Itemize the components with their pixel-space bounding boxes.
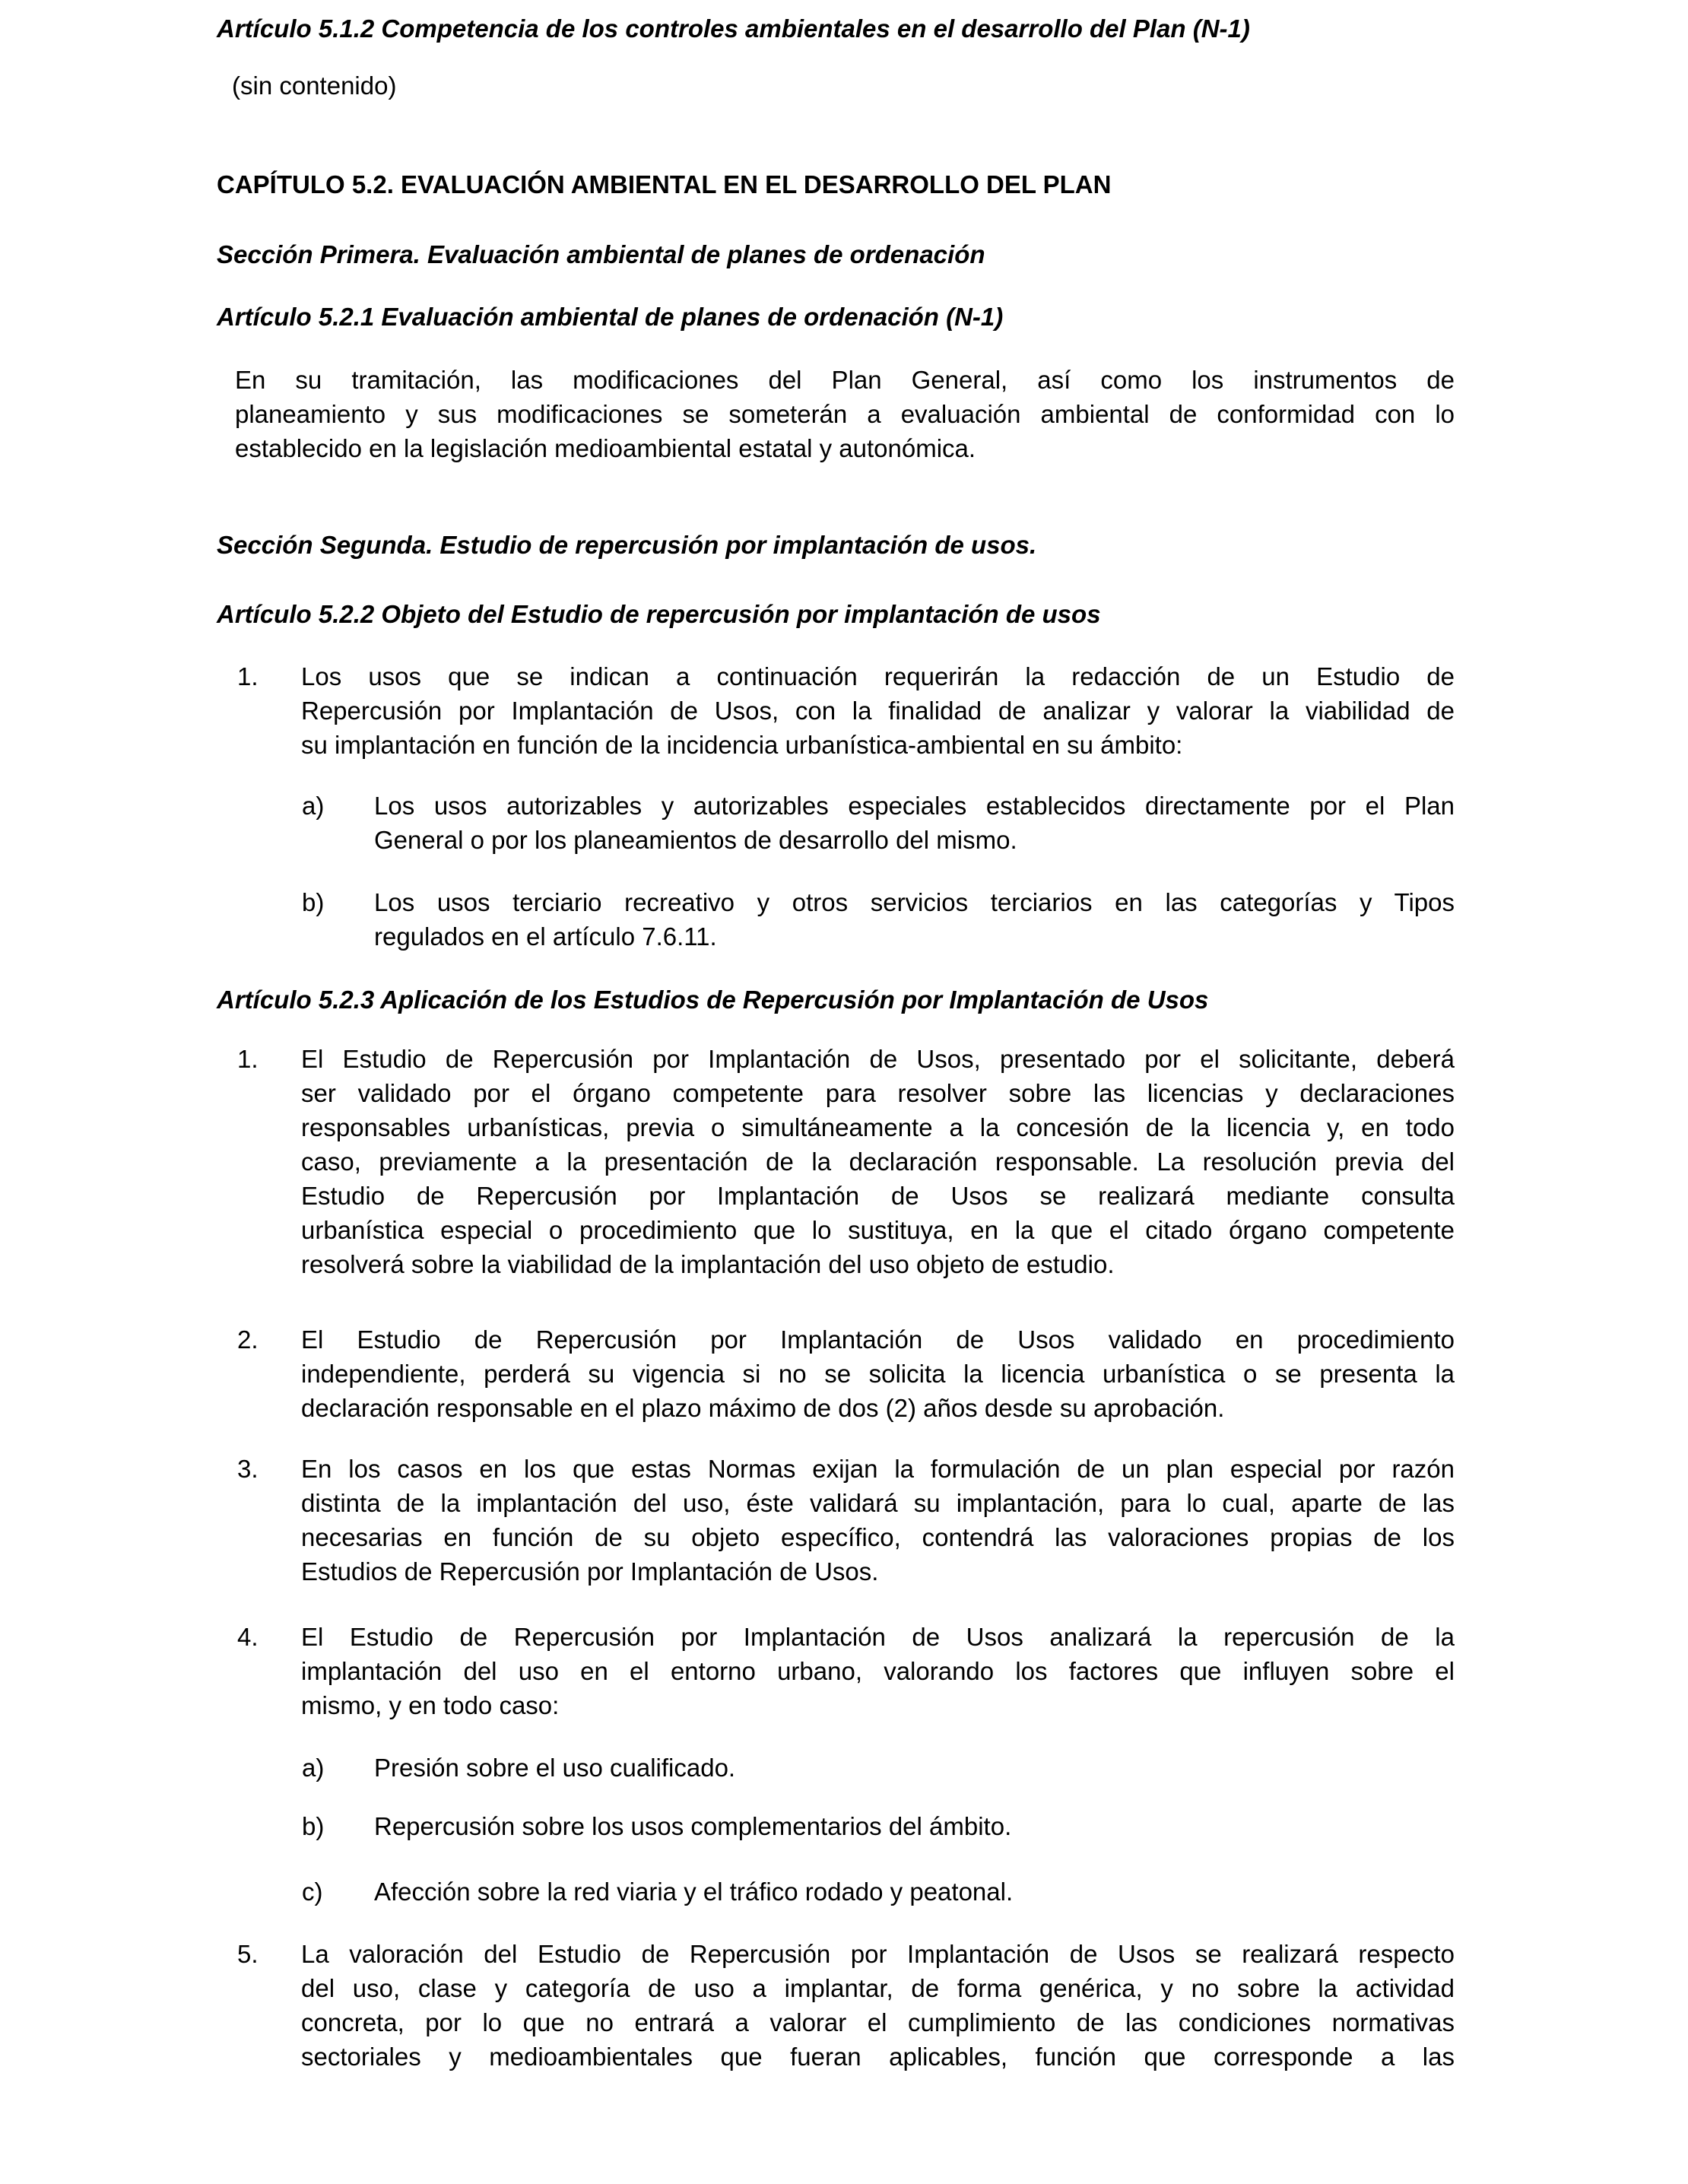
letter-list-item: [302, 789, 1455, 857]
list-item-text: Los usos terciario recreativo y otros servicios terciarios en las categorías y Tipos regulados en el artículo 7.6.11.: [374, 888, 1455, 951]
list-item-text: Afección sobre la red viaria y el tráfico rodado y peatonal.: [374, 1878, 1014, 1906]
list-item-text: Presión sobre el uso cualificado.: [374, 1754, 736, 1782]
list-marker: 5.: [237, 1940, 259, 1968]
article-heading-5-2-1: Artículo 5.2.1 Evaluación ambiental de planes de ordenación (N-1): [217, 303, 1004, 331]
list-marker: a): [302, 792, 325, 820]
list-marker: 3.: [237, 1455, 259, 1483]
list-marker: 2.: [237, 1325, 259, 1354]
article-heading-5-1-2: Artículo 5.1.2 Competencia de los controles ambientales en el desarrollo del Plan (N-1): [217, 14, 1250, 43]
numbered-list-item: [237, 1042, 1455, 1281]
list-item-text: Los usos autorizables y autorizables especiales establecidos directamente por el Plan General o por los planeamientos de desarrollo del mismo.: [374, 792, 1455, 854]
letter-list-item: [302, 885, 1455, 954]
list-marker: c): [302, 1878, 323, 1906]
list-item-text: Los usos que se indican a continuación requerirán la redacción de un Estudio de Repercusión por Implantación de Usos, con la finalidad de analizar y valorar la viabilidad de su implantación en función de la incidencia urbanística-ambiental en su ámbito:: [301, 662, 1455, 759]
body-paragraph: En su tramitación, las modificaciones del Plan General, así como los instrumentos de planeamiento y sus modificaciones se someterán a evaluación ambiental de conformidad con lo establecido en la legislación medioambiental estatal y autonómica.: [235, 366, 1455, 462]
section-heading-primera: Sección Primera. Evaluación ambiental de planes de ordenación: [217, 240, 985, 268]
list-item-text: El Estudio de Repercusión por Implantación de Usos analizará la repercusión de la implantación del uso en el entorno urbano, valorando los factores que influyen sobre el mismo, y en todo caso:: [301, 1623, 1455, 1719]
section-heading-segunda: Sección Segunda. Estudio de repercusión por implantación de usos.: [217, 531, 1037, 559]
numbered-list-item: [237, 1322, 1455, 1425]
chapter-heading-5-2: CAPÍTULO 5.2. EVALUACIÓN AMBIENTAL EN EL DESARROLLO DEL PLAN: [217, 170, 1112, 198]
list-marker: 1.: [237, 662, 259, 690]
list-marker: 1.: [237, 1045, 259, 1073]
list-item-text: Repercusión sobre los usos complementarios del ámbito.: [374, 1812, 1012, 1840]
article-heading-5-2-2: Artículo 5.2.2 Objeto del Estudio de repercusión por implantación de usos: [217, 600, 1101, 628]
list-item-text: En los casos en los que estas Normas exijan la formulación de un plan especial por razón distinta de la implantación del uso, éste validará su implantación, para lo cual, aparte de las necesarias en función de su objeto específico, contendrá las valoraciones propias de los Estudios de Repercusión por Implantación de Usos.: [301, 1455, 1455, 1586]
list-item-text: El Estudio de Repercusión por Implantación de Usos, presentado por el solicitante, deberá ser validado por el órgano competente para resolver sobre las licencias y declaraciones responsables urbanísticas, previa o simultáneamente a la concesión de la licencia y, en todo caso, previamente a la presentación de la declaración responsable. La resolución previa del Estudio de Repercusión por Implantación de Usos se realizará mediante consulta urbanística especial o procedimiento que lo sustituya, en la que el citado órgano competente resolverá sobre la viabilidad de la implantación del uso objeto de estudio.: [301, 1045, 1455, 1278]
numbered-list-item: [237, 1452, 1455, 1589]
list-item-text: El Estudio de Repercusión por Implantación de Usos validado en procedimiento independiente, perderá su vigencia si no se solicita la licencia urbanística o se presenta la declaración responsable en el plazo máximo de dos (2) años desde su aprobación.: [301, 1325, 1455, 1422]
list-marker: 4.: [237, 1623, 259, 1651]
list-item-text: La valoración del Estudio de Repercusión por Implantación de Usos se realizará respecto del uso, clase y categoría de uso a implantar, de forma genérica, y no sobre la actividad concreta, por lo que no entrará a valorar el cumplimiento de las condiciones normativas sectoriales y medioambientales que fueran aplicables, función que corresponde a las: [301, 1940, 1455, 2071]
numbered-list-item: [237, 1620, 1455, 1722]
article-heading-5-2-3: Artículo 5.2.3 Aplicación de los Estudios de Repercusión por Implantación de Usos: [217, 986, 1209, 1014]
numbered-list-item: [237, 1937, 1455, 2074]
list-marker: b): [302, 1812, 325, 1840]
letter-list-item: [302, 1751, 1455, 1785]
numbered-list-item: [237, 659, 1455, 762]
placeholder-text: (sin contenido): [232, 71, 397, 100]
list-marker: a): [302, 1754, 325, 1782]
letter-list-item: [302, 1874, 1455, 1909]
list-marker: b): [302, 888, 325, 916]
letter-list-item: [302, 1809, 1455, 1843]
